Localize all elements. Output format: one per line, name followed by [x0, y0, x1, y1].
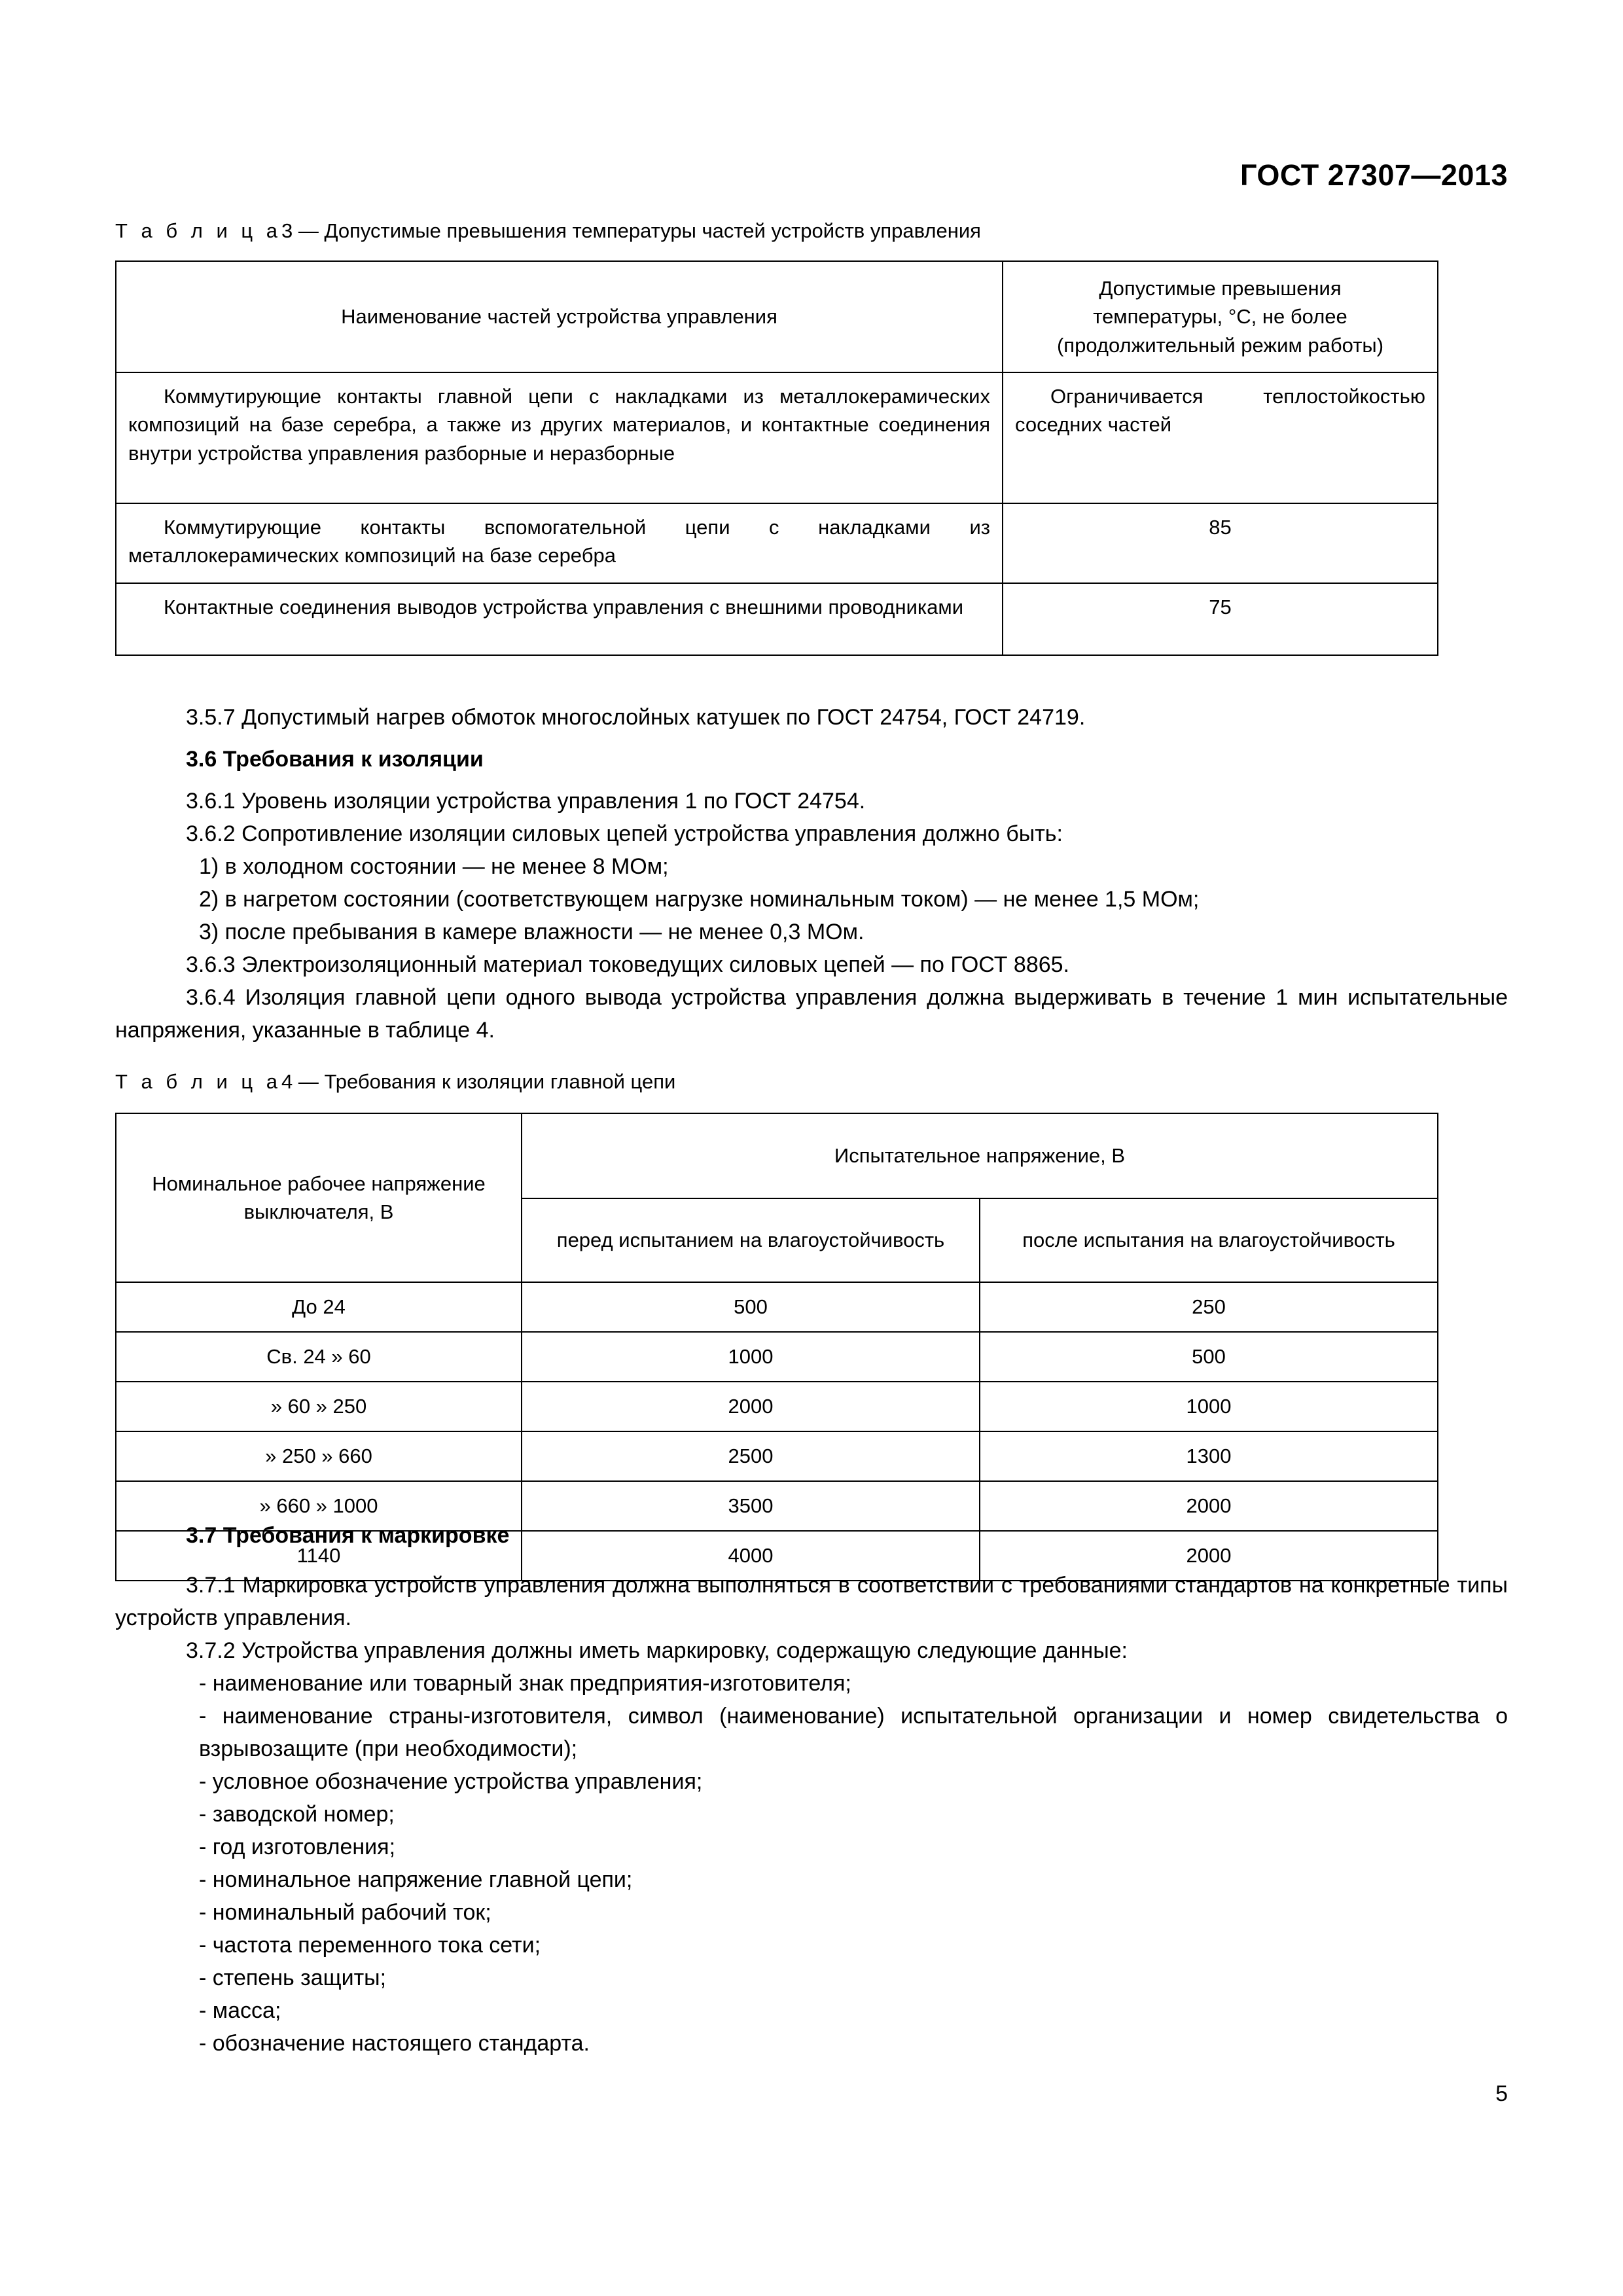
list-item-2: 2) в нагретом состоянии (соответствующем нагрузке номинальным током) — не менее 1,5 МОм; — [199, 886, 1200, 912]
table4-row0-after: 250 — [980, 1282, 1438, 1332]
heading-3-6: 3.6 Требования к изоляции — [186, 746, 484, 772]
table4-row5-voltage: 1140 — [116, 1531, 522, 1581]
marking-bullet-5: - номинальное напряжение главной цепи; — [199, 1867, 633, 1892]
table4-header-col1 — [116, 1113, 522, 1282]
page-number: 5 — [1495, 2081, 1508, 2106]
table4-row3-voltage: » 250 » 660 — [116, 1431, 522, 1481]
paragraph-3-6-3: 3.6.3 Электроизоляционный материал токоведущих силовых цепей — по ГОСТ 8865. — [186, 952, 1069, 977]
marking-bullet-9: - масса; — [199, 1998, 281, 2023]
table3-row1-value: 85 — [1003, 503, 1438, 583]
table-row — [116, 1382, 1438, 1431]
table4-header-group: Испытательное напряжение, В — [522, 1113, 1438, 1198]
marking-bullet-8: - степень защиты; — [199, 1965, 387, 1990]
table4-row1-voltage: Св. 24 » 60 — [116, 1332, 522, 1382]
list-item-3: 3) после пребывания в камере влажности — не менее 0,3 МОм. — [199, 919, 865, 944]
table-row — [116, 372, 1438, 503]
marking-bullet-6: - номинальный рабочий ток; — [199, 1899, 491, 1925]
table4-row0-before: 500 — [522, 1282, 980, 1332]
marking-bullet-0: - наименование или товарный знак предприятия-изготовителя; — [199, 1670, 851, 1696]
table-4-insulation-requirements — [115, 1113, 1438, 1581]
paragraph-3-6-4: 3.6.4 Изоляция главной цепи одного вывода устройства управления должна выдерживать в течение 1 мин испытательные напряжения, указанные в таблице 4. — [115, 984, 1508, 1043]
paragraph-3-6-1: 3.6.1 Уровень изоляции устройства управления 1 по ГОСТ 24754. — [186, 788, 866, 814]
table4-row5-after: 2000 — [980, 1531, 1438, 1581]
table3-row2-value: 75 — [1003, 583, 1438, 655]
table3-row0-value: Ограничивается теплостойкостью соседних частей — [1003, 372, 1438, 503]
table4-row2-after: 1000 — [980, 1382, 1438, 1431]
marking-bullet-1: - наименование страны-изготовителя, символ (наименование) испытательной организации и номер свидетельства о взрывозащите (при необходимости); — [199, 1703, 1508, 1761]
paragraph-3-7-2: 3.7.2 Устройства управления должны иметь маркировку, содержащую следующие данные: — [186, 1638, 1128, 1663]
section-3-7 — [115, 1520, 1508, 2060]
table4-header-col1-line1: Номинальное рабочее напряжение — [152, 1172, 486, 1195]
table3-row2-name: Контактные соединения выводов устройства управления с внешними проводниками — [116, 583, 1003, 655]
table4-row4-voltage: » 660 » 1000 — [116, 1481, 522, 1531]
table-row — [116, 1282, 1438, 1332]
table4-caption-dash: — — [298, 1070, 319, 1093]
table3-header-row — [116, 261, 1438, 372]
table4-caption-number: 4 — [281, 1070, 293, 1093]
table4-header-sub-before: перед испытанием на влагоустойчивость — [522, 1198, 980, 1282]
table4-row5-before: 4000 — [522, 1531, 980, 1581]
table-row — [116, 1431, 1438, 1481]
table-row — [116, 503, 1438, 583]
table4-row2-before: 2000 — [522, 1382, 980, 1431]
table3-header-col2-line2: температуры, °С, не более — [1093, 305, 1347, 329]
table-3-temperature-limits — [115, 260, 1438, 656]
heading-3-7: 3.7 Требования к маркировке — [186, 1523, 510, 1548]
marking-bullet-7: - частота переменного тока сети; — [199, 1932, 541, 1958]
table3-row1-name: Коммутирующие контакты вспомогательной цепи с накладками из металлокерамических композиций на базе серебра — [116, 503, 1003, 583]
table4-row1-before: 1000 — [522, 1332, 980, 1382]
table3-caption-title: Допустимые превышения температуры частей устройств управления — [324, 219, 981, 242]
table3-caption-dash: — — [298, 219, 319, 242]
table3-caption-number: 3 — [281, 219, 293, 242]
table-row — [116, 1332, 1438, 1382]
table4-row0-voltage: До 24 — [116, 1282, 522, 1332]
table3-caption-label: Т а б л и ц а — [115, 219, 282, 242]
marking-bullet-10: - обозначение настоящего стандарта. — [199, 2030, 590, 2056]
table4-row3-before: 2500 — [522, 1431, 980, 1481]
table3-caption — [115, 219, 981, 244]
table4-header-row-1 — [116, 1113, 1438, 1198]
table4-header-sub-after: после испытания на влагоустойчивость — [980, 1198, 1438, 1282]
document-standard-header: ГОСТ 27307—2013 — [1240, 158, 1508, 192]
table3-header-col2 — [1003, 261, 1438, 372]
table4-header-col1-line2: выключателя, В — [243, 1200, 394, 1223]
table4-caption-title: Требования к изоляции главной цепи — [324, 1070, 676, 1093]
table4-row4-before: 3500 — [522, 1481, 980, 1531]
table4-row1-after: 500 — [980, 1332, 1438, 1382]
marking-bullet-4: - год изготовления; — [199, 1834, 396, 1859]
table3-row0-name: Коммутирующие контакты главной цепи с накладками из металлокерамических композиций на базе серебра, а также из других материалов, и контактные соединения внутри устройства управления разборные и неразборные — [116, 372, 1003, 503]
table4-caption-label: Т а б л и ц а — [115, 1070, 282, 1093]
table4-row4-after: 2000 — [980, 1481, 1438, 1531]
paragraph-3-6-2: 3.6.2 Сопротивление изоляции силовых цепей устройства управления должно быть: — [186, 821, 1063, 846]
table3-header-col2-line1: Допустимые превышения — [1099, 276, 1342, 300]
marking-bullet-2: - условное обозначение устройства управления; — [199, 1768, 703, 1794]
table4-caption — [115, 1069, 675, 1095]
table3-header-col2-line3: (продолжительный режим работы) — [1056, 333, 1384, 357]
table4-row2-voltage: » 60 » 250 — [116, 1382, 522, 1431]
section-3-5-7-to-3-6-4 — [115, 702, 1508, 1047]
table-row — [116, 583, 1438, 655]
list-item-1: 1) в холодном состоянии — не менее 8 МОм; — [199, 853, 669, 879]
marking-bullet-3: - заводской номер; — [199, 1801, 395, 1827]
paragraph-3-7-1: 3.7.1 Маркировка устройств управления должна выполняться в соответствии с требованиями стандартов на конкретные типы устройств управления. — [115, 1572, 1508, 1630]
table4-row3-after: 1300 — [980, 1431, 1438, 1481]
table3-header-col1: Наименование частей устройства управления — [116, 261, 1003, 372]
page-content — [115, 0, 1508, 2296]
paragraph-3-5-7: 3.5.7 Допустимый нагрев обмоток многослойных катушек по ГОСТ 24754, ГОСТ 24719. — [186, 705, 1086, 730]
